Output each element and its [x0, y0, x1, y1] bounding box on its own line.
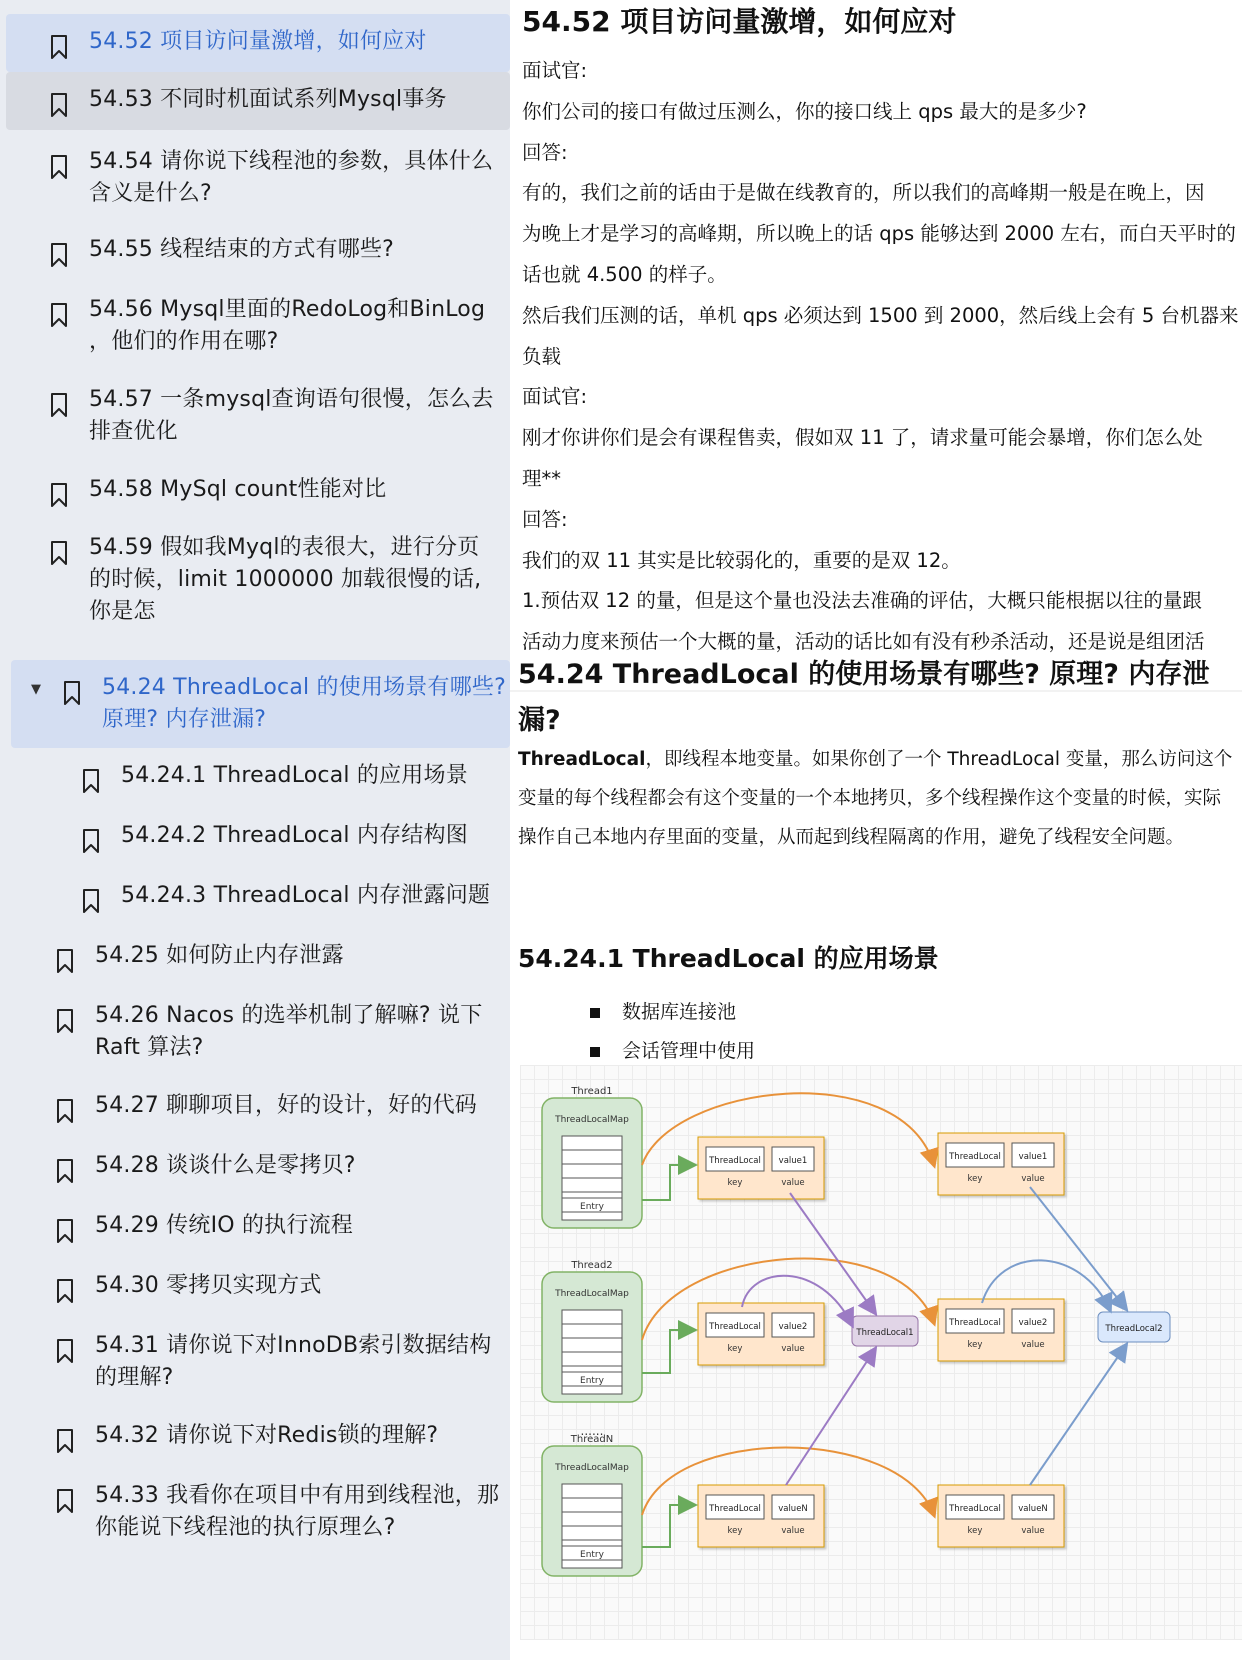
page1-text-line: 面试官:	[522, 385, 588, 409]
thread-name: Thread2	[571, 1260, 613, 1271]
value-label: value1	[1018, 1152, 1048, 1162]
key-label: ThreadLocal	[949, 1504, 1001, 1514]
reference-arrow	[786, 1349, 875, 1485]
value-caption: value	[1021, 1526, 1045, 1536]
key-caption: key	[967, 1340, 983, 1350]
outline-item-label-line: 54.57 一条mysql查询语句很慢，怎么去	[89, 387, 494, 412]
bookmark-icon	[50, 302, 68, 328]
page1-text-line: 话也就 4.500 的样子。	[522, 263, 727, 286]
outline-item-54-59[interactable]	[6, 520, 510, 638]
outline-item-label-line: 54.28 谈谈什么是零拷贝?	[95, 1153, 356, 1178]
key-label: ThreadLocal	[709, 1322, 761, 1332]
outline-item-54-30[interactable]	[6, 1258, 510, 1316]
bookmark-icon	[82, 888, 100, 914]
outline-item-label-line: 含义是什么?	[89, 181, 212, 206]
bookmark-icon	[50, 154, 68, 180]
bookmark-icon	[56, 1278, 74, 1304]
map-slot	[562, 1526, 622, 1540]
bookmark-icon	[50, 540, 68, 566]
key-caption: key	[967, 1526, 983, 1536]
map-slot	[562, 1484, 622, 1498]
key-caption: key	[727, 1526, 743, 1536]
outline-item-label-line: 54.59 假如我Myql的表很大，进行分页	[89, 535, 480, 560]
bullet-square-icon	[590, 1008, 600, 1018]
outline-item-label-line: Raft 算法?	[95, 1035, 204, 1060]
value-caption: value	[781, 1344, 805, 1354]
outline-item-label-line: 54.25 如何防止内存泄露	[95, 943, 344, 968]
ellipsis: ......	[580, 1424, 604, 1438]
outline-item-label-line: 54.31 请你说下对InnoDB索引数据结构	[95, 1333, 492, 1358]
key-label: ThreadLocal	[709, 1504, 761, 1514]
outline-item-54-54[interactable]	[6, 134, 510, 222]
page1-text-line: 回答:	[522, 140, 568, 164]
outline-item-label	[89, 234, 394, 266]
outline-item-label	[89, 532, 481, 628]
threadlocalmap-label: ThreadLocalMap	[555, 1289, 629, 1299]
key-label: ThreadLocal	[709, 1156, 761, 1166]
outline-item-label	[95, 1210, 353, 1242]
value-label: valueN	[1018, 1504, 1048, 1514]
page1-text-line: 负载	[522, 344, 562, 368]
outline-item-label	[102, 672, 506, 736]
outline-item-label-line: 54.29 传统IO 的执行流程	[95, 1213, 353, 1238]
value-label: value2	[1018, 1318, 1048, 1328]
bookmark-icon	[56, 1008, 74, 1034]
page1-text-line: 有的，我们之前的话由于是做在线教育的，所以我们的高峰期一般是在晚上，因	[522, 181, 1205, 205]
bookmark-icon	[82, 768, 100, 794]
key-caption: key	[967, 1174, 983, 1184]
page-title: 54.52 项目访问量激增，如何应对	[522, 5, 957, 38]
map-slot	[562, 1178, 622, 1192]
outline-item-label-line: 54.24 ThreadLocal 的使用场景有哪些?	[102, 675, 506, 700]
outline-item-label	[95, 1150, 356, 1182]
map-slot	[562, 1498, 622, 1512]
outline-panel	[0, 0, 510, 1660]
map-slot	[562, 1338, 622, 1352]
intro-text-line: 变量的每个线程都会有这个变量的一个本地拷贝，多个线程操作这个变量的时候，实际	[518, 788, 1222, 809]
value-caption: value	[781, 1178, 805, 1188]
outline-item-label-line: 54.24.3 ThreadLocal 内存泄露问题	[121, 883, 491, 908]
outline-item-label-line: 54.24.1 ThreadLocal 的应用场景	[121, 763, 468, 788]
bookmark-icon	[56, 1488, 74, 1514]
outline-item-54-24-3[interactable]	[6, 868, 510, 926]
bookmark-icon	[56, 1428, 74, 1454]
outline-item-label-line: 你能说下线程池的执行原理么?	[95, 1515, 396, 1540]
outline-item-54-26[interactable]	[6, 988, 510, 1076]
outline-item-label-line: 54.26 Nacos 的选举机制了解嘛? 说下	[95, 1003, 483, 1028]
outline-item-label	[89, 384, 494, 448]
outline-item-54-53[interactable]	[6, 72, 510, 130]
outline-item-label-line: 排查优化	[89, 419, 178, 444]
section-title: 漏?	[518, 705, 561, 736]
value-caption: value	[781, 1526, 805, 1536]
bookmark-icon	[56, 1098, 74, 1124]
page-54-52	[510, 0, 1242, 690]
entry-label: Entry	[580, 1202, 604, 1212]
outline-item-label	[89, 294, 485, 358]
intro-text-line	[518, 748, 1232, 772]
outline-item-label	[95, 1330, 491, 1394]
page1-text-line: 刚才你讲你们是会有课程售卖，假如双 11 了，请求量可能会暴增，你们怎么处	[522, 426, 1203, 450]
outline-item-label	[89, 146, 493, 210]
key-label: ThreadLocal	[949, 1152, 1001, 1162]
key-caption: key	[727, 1344, 743, 1354]
outline-item-label	[89, 26, 427, 58]
section-title: 54.24 ThreadLocal 的使用场景有哪些? 原理? 内存泄	[518, 659, 1210, 690]
bookmark-icon	[50, 392, 68, 418]
outline-item-label	[95, 1090, 477, 1122]
outline-item-label-line: 54.32 请你说下对Redis锁的理解?	[95, 1423, 439, 1448]
outline-item-54-29[interactable]	[6, 1198, 510, 1256]
bookmark-icon	[56, 1158, 74, 1184]
key-caption: key	[727, 1178, 743, 1188]
reference-arrow	[1030, 1187, 1126, 1309]
outline-item-label	[89, 84, 447, 116]
entry-label: Entry	[580, 1376, 604, 1386]
outline-item-label-line: 54.52 项目访问量激增，如何应对	[89, 29, 427, 54]
outline-item-54-57[interactable]	[6, 372, 510, 460]
caret-down-icon[interactable]: ▼	[31, 682, 41, 697]
reference-arrow	[790, 1193, 875, 1313]
threadlocal2-label: ThreadLocal2	[1105, 1324, 1163, 1334]
outline-item-label-line: 54.53 不同时机面试系列Mysql事务	[89, 87, 447, 112]
outline-item-label-line: 54.54 请你说下线程池的参数，具体什么	[89, 149, 494, 174]
outline-item-label-line: 原理? 内存泄漏?	[102, 707, 267, 732]
outline-item-label-line: 54.58 MySql count性能对比	[89, 477, 387, 502]
page1-text-line: 你们公司的接口有做过压测么，你的接口线上 qps 最大的是多少?	[522, 99, 1087, 123]
bookmark-icon	[50, 242, 68, 268]
page1-text-line: 回答:	[522, 507, 568, 531]
key-label: ThreadLocal	[949, 1318, 1001, 1328]
bullet-square-icon	[590, 1047, 600, 1057]
threadlocalmap-label: ThreadLocalMap	[555, 1115, 629, 1125]
page1-text-line: 面试官:	[522, 59, 588, 82]
map-slot	[562, 1150, 622, 1164]
value-label: value1	[778, 1156, 808, 1166]
map-slot	[562, 1164, 622, 1178]
bookmark-icon	[63, 680, 81, 706]
bookmark-icon	[56, 1338, 74, 1364]
map-slot	[562, 1310, 622, 1324]
outline-item-54-52[interactable]	[6, 14, 510, 72]
reference-arrow	[642, 1165, 694, 1200]
outline-item-54-58[interactable]	[6, 462, 510, 520]
subsection-title: 54.24.1 ThreadLocal 的应用场景	[518, 944, 939, 973]
outline-item-label	[95, 1270, 322, 1302]
outline-item-label-line: 54.55 线程结束的方式有哪些?	[89, 237, 395, 262]
map-slot	[562, 1512, 622, 1526]
outline-item-label	[95, 1000, 482, 1064]
bullet-item	[590, 1036, 755, 1063]
outline-item-54-24-1[interactable]	[6, 748, 510, 806]
outline-item-54-33[interactable]	[6, 1468, 510, 1556]
thread-name: Thread1	[571, 1086, 613, 1097]
threadlocal-memory-diagram	[520, 1065, 1242, 1640]
outline-item-label-line: ，他们的作用在哪?	[89, 329, 279, 354]
page1-text-line: 1.预估双 12 的量，但是这个量也没法去准确的评估，大概只能根据以往的量跟	[522, 589, 1202, 613]
map-slot	[562, 1324, 622, 1338]
page1-text-line: 理**	[522, 467, 562, 490]
outline-item-label-line: 你是怎	[89, 599, 156, 624]
outline-item-54-27[interactable]	[6, 1078, 510, 1136]
bookmark-icon	[50, 482, 68, 508]
outline-item-label-line: 54.33 我看你在项目中有用到线程池，那	[95, 1483, 500, 1508]
page1-text-line: 活动力度来预估一个大概的量，活动的话比如有没有秒杀活动，还是说是组团活	[522, 630, 1205, 654]
outline-item-54-24-2[interactable]	[6, 808, 510, 866]
value-caption: value	[1021, 1174, 1045, 1184]
outline-item-label-line: 54.30 零拷贝实现方式	[95, 1273, 322, 1298]
intro-keyword: ThreadLocal	[518, 749, 646, 770]
bookmark-icon	[56, 1218, 74, 1244]
outline-item-label	[95, 1480, 499, 1544]
outline-item-label	[95, 1420, 438, 1452]
bookmark-icon	[50, 92, 68, 118]
page1-text-line: 然后我们压测的话，单机 qps 必须达到 1500 到 2000，然后线上会有 5 台机器来	[522, 303, 1239, 327]
entry-label: Entry	[580, 1550, 604, 1560]
bookmark-icon	[50, 34, 68, 60]
outline-item-label	[121, 820, 468, 852]
outline-item-label	[121, 760, 468, 792]
map-slot	[562, 1136, 622, 1150]
thread-name: ThreadN	[570, 1434, 614, 1445]
bullet-item	[590, 997, 736, 1024]
intro-text: ，即线程本地变量。如果你创了一个 ThreadLocal 变量，那么访问这个	[645, 749, 1233, 770]
reference-arrow	[1030, 1345, 1126, 1485]
value-label: valueN	[778, 1504, 808, 1514]
outline-item-label-line: 的理解?	[95, 1365, 174, 1390]
value-caption: value	[1021, 1340, 1045, 1350]
document-view	[510, 0, 1242, 1660]
page1-text-line: 为晚上才是学习的高峰期，所以晚上的话 qps 能够达到 2000 左右，而白天平时的	[522, 222, 1236, 246]
bullet-text: 数据库连接池	[622, 1001, 737, 1023]
reference-arrow	[642, 1505, 694, 1547]
outline-item-54-32[interactable]	[6, 1408, 510, 1466]
outline-item-label	[89, 474, 386, 506]
outline-item-label-line: 54.56 Mysql里面的RedoLog和BinLog	[89, 297, 486, 322]
threadlocalmap-label: ThreadLocalMap	[555, 1463, 629, 1473]
bookmark-icon	[82, 828, 100, 854]
outline-item-54-25[interactable]	[6, 928, 510, 986]
value-label: value2	[778, 1322, 808, 1332]
map-slot	[562, 1352, 622, 1366]
threadlocal1-label: ThreadLocal1	[856, 1328, 914, 1338]
intro-text-line: 操作自己本地内存里面的变量，从而起到线程隔离的作用，避免了线程安全问题。	[518, 827, 1185, 848]
bookmark-icon	[56, 948, 74, 974]
outline-item-label-line: 54.24.2 ThreadLocal 内存结构图	[121, 823, 468, 848]
outline-item-label-line: 54.27 聊聊项目，好的设计，好的代码	[95, 1093, 477, 1118]
outline-item-54-56[interactable]	[6, 282, 510, 370]
outline-item-54-24[interactable]	[11, 660, 510, 748]
reference-arrow	[642, 1330, 694, 1373]
outline-item-54-28[interactable]	[6, 1138, 510, 1196]
bullet-text: 会话管理中使用	[622, 1040, 756, 1062]
outline-item-54-31[interactable]	[6, 1318, 510, 1406]
page1-text-line: 我们的双 11 其实是比较弱化的，重要的是双 12。	[522, 548, 961, 572]
outline-item-54-55[interactable]	[6, 222, 510, 280]
diagram-svg	[520, 1065, 1242, 1640]
outline-item-label	[95, 940, 344, 972]
outline-item-label	[121, 880, 490, 912]
outline-item-label-line: 的时候，limit 1000000 加载很慢的话,	[89, 567, 482, 592]
